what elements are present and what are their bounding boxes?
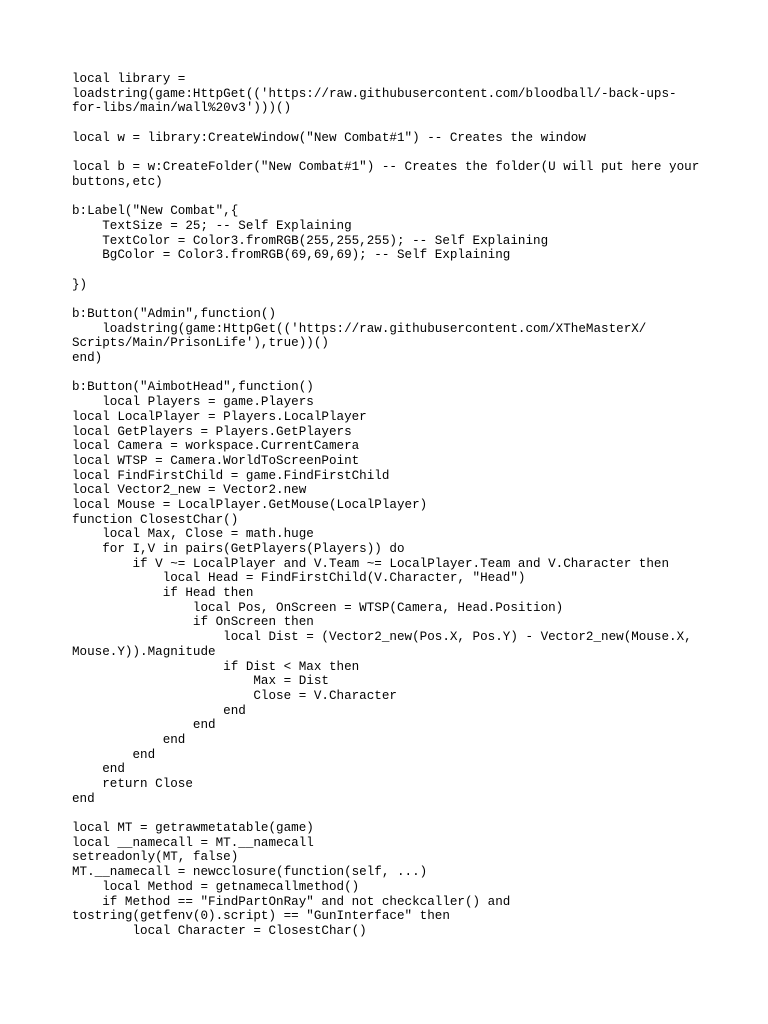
code-line: Mouse.Y)).Magnitude [72, 644, 216, 659]
code-line: end [72, 718, 216, 733]
code-line: local Mouse = LocalPlayer.GetMouse(LocalPlayer) [72, 497, 428, 512]
code-line: Close = V.Character [72, 688, 397, 703]
code-line: if Dist < Max then [72, 659, 360, 674]
blank-line [72, 116, 712, 131]
blank-line [72, 292, 712, 307]
code-line: b:Button("Admin",function() [72, 307, 277, 321]
code-line: local Players = game.Players [72, 395, 314, 410]
code-line: end) [72, 351, 103, 366]
code-line: }) [72, 277, 88, 292]
code-line: TextColor = Color3.fromRGB(255,255,255); -- Self Explaining [72, 233, 549, 248]
code-line: end [72, 791, 95, 806]
blank-line [72, 190, 712, 205]
code-line: setreadonly(MT, false) [72, 850, 239, 865]
code-line: Scripts/Main/PrisonLife'),true))() [72, 336, 329, 351]
code-line: b:Label("New Combat",{ [72, 204, 239, 219]
code-line: BgColor = Color3.fromRGB(69,69,69); -- Self Explaining [72, 248, 511, 263]
code-line: b:Button("AimbotHead",function() [72, 380, 314, 395]
code-line: local Max, Close = math.huge [72, 527, 314, 542]
code-line: local w = library:CreateWindow("New Combat#1") -- Creates the window [72, 130, 586, 145]
code-line: for-libs/main/wall%20v3')))() [72, 101, 292, 116]
code-line: for I,V in pairs(GetPlayers(Players)) do [72, 542, 405, 556]
code-line: local MT = getrawmetatable(game) [72, 821, 314, 836]
code-line: if V ~= LocalPlayer and V.Team ~= LocalPlayer.Team and V.Character then [72, 556, 670, 571]
blank-line [72, 366, 712, 381]
code-line: end [72, 762, 125, 777]
code-line: local Vector2_new = Vector2.new [72, 483, 307, 498]
code-line: tostring(getfenv(0).script) == "GunInterface" then [72, 909, 450, 924]
code-line: local GetPlayers = Players.GetPlayers [72, 424, 352, 439]
code-line: local __namecall = MT.__namecall [72, 835, 314, 850]
code-line: end [72, 703, 246, 718]
code-line: local Camera = workspace.CurrentCamera [72, 439, 360, 454]
document-page [72, 72, 712, 939]
blank-line [72, 806, 712, 821]
code-line: end [72, 732, 186, 747]
code-line: local Dist = (Vector2_new(Pos.X, Pos.Y) - Vector2_new(Mouse.X, [72, 630, 692, 645]
code-line: local WTSP = Camera.WorldToScreenPoint [72, 453, 360, 468]
code-line: local Character = ClosestChar() [72, 923, 367, 938]
code-line: Max = Dist [72, 674, 329, 689]
code-line: buttons,etc) [72, 174, 163, 189]
code-line: return Close [72, 777, 193, 791]
blank-line [72, 145, 712, 160]
code-line: TextSize = 25; -- Self Explaining [72, 218, 352, 233]
code-line: loadstring(game:HttpGet(('https://raw.githubusercontent.com/XTheMasterX/ [72, 321, 647, 336]
code-line: end [72, 747, 156, 762]
code-line: local Head = FindFirstChild(V.Character, "Head") [72, 571, 526, 586]
code-line: local LocalPlayer = Players.LocalPlayer [72, 409, 367, 424]
code-line: if Method == "FindPartOnRay" and not checkcaller() and [72, 894, 511, 909]
code-line: if OnScreen then [72, 615, 314, 630]
code-line: local library = [72, 72, 186, 86]
blank-line [72, 263, 712, 278]
code-line: local FindFirstChild = game.FindFirstChild [72, 468, 390, 483]
code-line: function ClosestChar() [72, 512, 239, 527]
code-line: local Pos, OnScreen = WTSP(Camera, Head.Position) [72, 600, 564, 615]
code-line: loadstring(game:HttpGet(('https://raw.githubusercontent.com/bloodball/-back-ups- [72, 86, 677, 101]
code-line: if Head then [72, 586, 254, 601]
code-line: MT.__namecall = newcclosure(function(self, ...) [72, 865, 428, 880]
code-line: local Method = getnamecallmethod() [72, 879, 360, 894]
code-line: local b = w:CreateFolder("New Combat#1") -- Creates the folder(U will put here your [72, 160, 700, 175]
